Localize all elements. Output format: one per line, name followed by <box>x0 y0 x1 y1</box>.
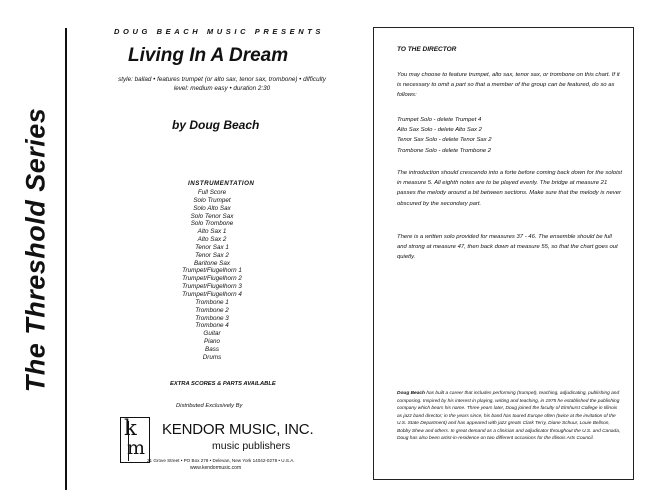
presents-line: DOUG BEACH MUSIC PRESENTS <box>114 27 325 36</box>
instrument-item: Trumpet/Flugelhorn 1 <box>182 267 242 275</box>
series-title: The Threshold Series <box>20 107 51 393</box>
instrument-item: Tenor Sax 1 <box>195 243 229 251</box>
bio-name: Doug Beach <box>397 391 425 396</box>
piece-title: Living In A Dream <box>128 45 289 66</box>
instrument-item: Alto Sax 2 <box>197 236 227 244</box>
instrument-item: Bass <box>205 345 219 353</box>
series-spine <box>0 0 65 500</box>
logo-letter-k: k <box>124 416 137 440</box>
instrument-item: Trumpet/Flugelhorn 4 <box>182 290 242 298</box>
instrument-item: Baritone Sax <box>193 259 231 267</box>
bio-text: has built a career that includes performing (trumpet), teaching, adjudicating, publishing and composing. Inspired by his interest in playing, writing and teaching, in 1975 he established the publishing company which bears his name. Three years later, Doug joined the faculty of Elmhurst College in Illinois as jazz band director; in the years since, his band has toured Europe often (twice at the invitation of the U.S. State Department) and has appeared with jazz greats Clark Terry, Diane Schuur, Louie Bellson, Bobby Shew and others. In great demand as a clinician and adjudicator throughout the U.S. and Canada, Doug has also been artist-in-residence on two different occasions for the Illinois Arts Council. <box>397 391 621 441</box>
instrumentation-heading: INSTRUMENTATION <box>188 180 255 187</box>
instrument-item: Solo Trombone <box>190 220 234 228</box>
composer-credit: by Doug Beach <box>172 118 260 132</box>
instrument-item: Solo Tenor Sax <box>190 212 234 220</box>
solo-option: Trombone Solo - delete Trombone 2 <box>397 147 492 154</box>
instrumentation-list <box>152 189 272 362</box>
director-paragraph-2: The introduction should crescendo into a forte before coming back down for the soloist in measure 5. All eighth notes are to be played evenly. The bridge at measure 21 passes the melody around a bit between sections. Make sure that the melody is never obscured by the secondary part. <box>397 170 622 207</box>
distribution-note: Distributed Exclusively By <box>176 403 243 409</box>
logo-letter-m: m <box>127 437 146 459</box>
instrument-item: Alto Sax 1 <box>197 228 227 236</box>
extra-scores-note: EXTRA SCORES & PARTS AVAILABLE <box>170 381 276 387</box>
publisher-website: www.kendormusic.com <box>190 465 242 471</box>
cover-panel <box>70 0 360 500</box>
solo-option: Alto Sax Solo - delete Alto Sax 2 <box>397 127 482 134</box>
instrument-item: Trombone 3 <box>195 314 229 322</box>
instrument-item: Drums <box>202 353 222 361</box>
instrument-item: Trumpet/Flugelhorn 3 <box>182 283 242 291</box>
director-notes-panel <box>373 27 634 480</box>
publisher-logo <box>120 417 150 463</box>
composer-bio <box>397 390 622 443</box>
publisher-name: KENDOR MUSIC, INC. <box>162 421 314 438</box>
instrument-item: Trombone 1 <box>195 298 229 306</box>
solo-option: Trumpet Solo - delete Trumpet 4 <box>397 117 482 123</box>
instrument-item: Solo Trumpet <box>193 196 231 204</box>
solo-options-list <box>397 115 492 156</box>
director-paragraph-1: You may choose to feature trumpet, alto sax, tenor sax, or trombone on this chart. If it is necessary to omit a part so that a member of the group can be featured, do so as follows: <box>397 72 620 99</box>
instrument-item: Trombone 4 <box>195 322 229 330</box>
director-paragraph-3: There is a written solo provided for measures 37 - 46. The ensemble should be full and strong at measure 47, then back down at measure 55, so that the chart goes out quietly. <box>397 234 618 261</box>
publisher-address: 21 Grove Street • PO Box 278 • Delevan, New York 14042-0278 • U.S.A. <box>147 458 295 463</box>
instrument-item: Solo Alto Sax <box>193 204 231 212</box>
instrument-item: Tenor Sax 2 <box>195 251 229 259</box>
instrument-item: Trombone 2 <box>195 306 229 314</box>
instrument-item: Piano <box>203 338 221 346</box>
publisher-subtitle: music publishers <box>212 440 291 452</box>
spine-divider <box>65 28 67 490</box>
instrument-item: Trumpet/Flugelhorn 2 <box>182 275 242 283</box>
solo-option: Tenor Sax Solo - delete Tenor Sax 2 <box>397 137 492 144</box>
style-description: style: ballad • features trumpet (or alto sax, tenor sax, trombone) • difficulty level: medium easy • duration 2:30 <box>118 76 326 92</box>
instrument-item: Full Score <box>197 189 227 196</box>
instrument-item: Guitar <box>203 330 221 338</box>
director-heading: TO THE DIRECTOR <box>397 46 457 53</box>
